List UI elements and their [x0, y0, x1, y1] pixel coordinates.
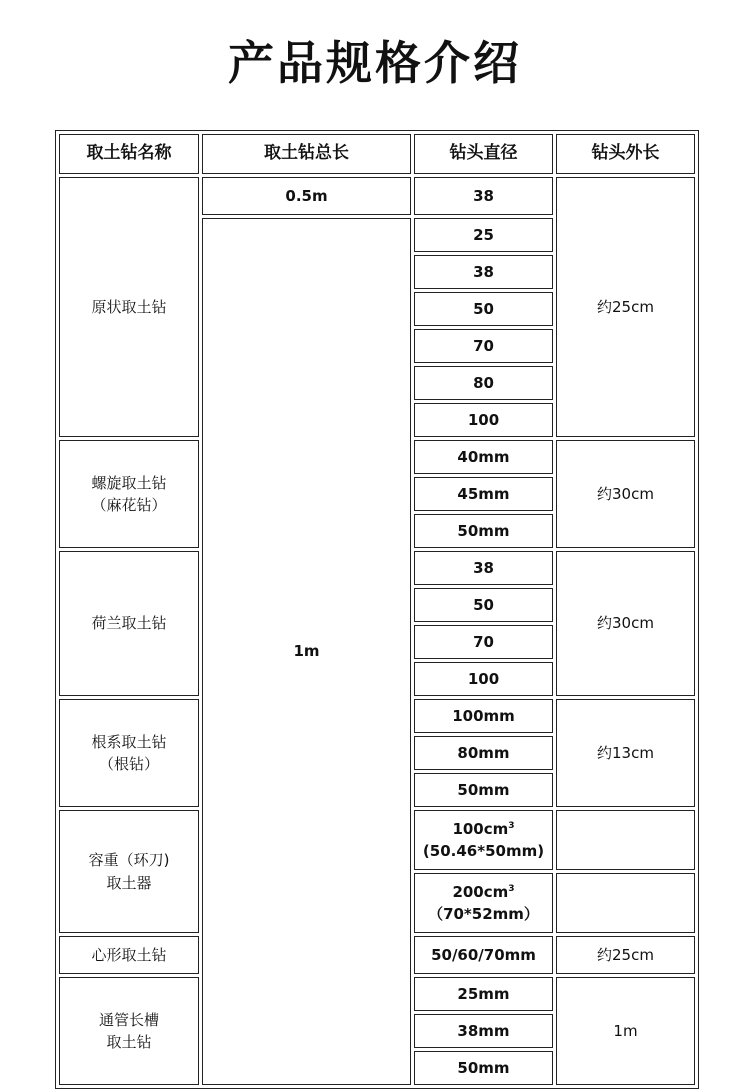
total-length-05m: 0.5m	[202, 177, 411, 215]
table-row	[59, 177, 695, 215]
diameter-cell: 50	[414, 588, 553, 622]
total-length-1m: 1m	[202, 218, 411, 1085]
diameter-cell: 100	[414, 403, 553, 437]
diameter-cell: 38	[414, 551, 553, 585]
diameter-cell: 50/60/70mm	[414, 936, 553, 974]
diameter-cell: 50mm	[414, 773, 553, 807]
diameter-cell: 25	[414, 218, 553, 252]
diameter-cell: 100mm	[414, 699, 553, 733]
spec-table	[55, 130, 699, 1089]
drill-name-yuanzhuang: 原状取土钻	[59, 177, 199, 437]
outer-length-empty	[556, 810, 695, 870]
header-name: 取土钻名称	[59, 134, 199, 174]
diameter-cell: 70	[414, 625, 553, 659]
header-diameter: 钻头直径	[414, 134, 553, 174]
diameter-cell: 45mm	[414, 477, 553, 511]
diameter-cell: 50	[414, 292, 553, 326]
header-total-length: 取土钻总长	[202, 134, 411, 174]
diameter-cell: $100cm^3$ (50.46*50mm)	[414, 810, 553, 870]
diameter-cell: 70	[414, 329, 553, 363]
outer-length-luoxuan: 约30cm	[556, 440, 695, 548]
drill-name-luoxuan: 螺旋取土钻 （麻花钻）	[59, 440, 199, 548]
outer-length-xinxing: 约25cm	[556, 936, 695, 974]
diameter-cell: 50mm	[414, 514, 553, 548]
outer-length-helan: 约30cm	[556, 551, 695, 696]
outer-length-empty	[556, 873, 695, 933]
table-header-row	[59, 134, 695, 174]
header-outer-length: 钻头外长	[556, 134, 695, 174]
diameter-cell: 80mm	[414, 736, 553, 770]
drill-name-tongguan: 通管长槽 取土钻	[59, 977, 199, 1085]
diameter-cell: 40mm	[414, 440, 553, 474]
diameter-cell: 38	[414, 255, 553, 289]
drill-name-genxi: 根系取土钻 （根钻）	[59, 699, 199, 807]
page-title: 产品规格介绍	[228, 36, 522, 90]
outer-length-genxi: 约13cm	[556, 699, 695, 807]
drill-name-helan: 荷兰取土钻	[59, 551, 199, 696]
outer-length-tongguan: 1m	[556, 977, 695, 1085]
diameter-cell: 100	[414, 662, 553, 696]
diameter-cell: 80	[414, 366, 553, 400]
diameter-cell: 25mm	[414, 977, 553, 1011]
diameter-cell: 50mm	[414, 1051, 553, 1085]
drill-name-xinxing: 心形取土钻	[59, 936, 199, 974]
diameter-cell: 38	[414, 177, 553, 215]
outer-length-yuanzhuang: 约25cm	[556, 177, 695, 437]
drill-name-rongzhong: 容重（环刀) 取土器	[59, 810, 199, 933]
diameter-cell: $200cm^3$ （70*52mm）	[414, 873, 553, 933]
diameter-cell: 38mm	[414, 1014, 553, 1048]
